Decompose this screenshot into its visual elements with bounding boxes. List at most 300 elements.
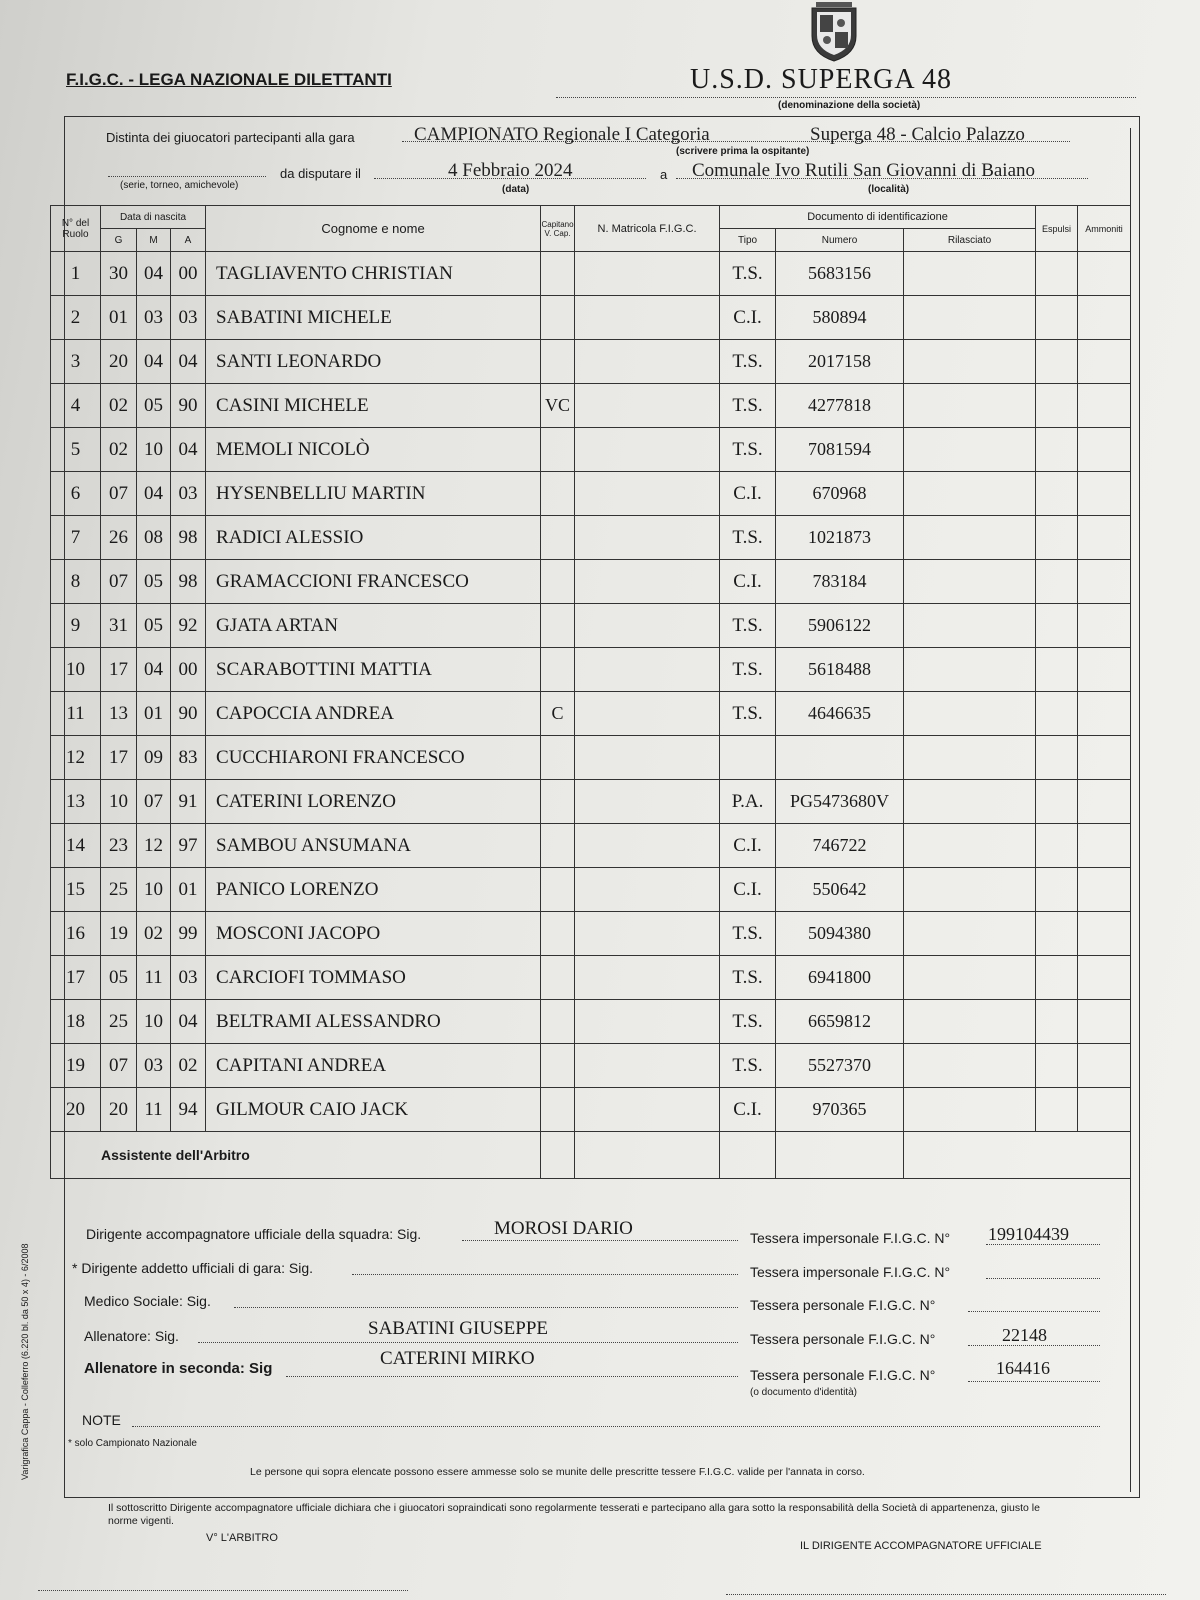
rilasciato-cell	[904, 340, 1036, 384]
captain-mark: VC	[541, 384, 575, 428]
col-matricola: N. Matricola F.I.G.C.	[575, 206, 720, 252]
captain-mark	[541, 648, 575, 692]
rilasciato-cell	[904, 472, 1036, 516]
player-name: HYSENBELLIU MARTIN	[206, 472, 541, 516]
row-number: 4	[51, 384, 101, 428]
ammoniti-cell	[1078, 1000, 1131, 1044]
birth-month: 10	[137, 428, 171, 472]
official-label: IL DIRIGENTE ACCOMPAGNATORE UFFICIALE	[800, 1540, 1042, 1552]
row-number: 13	[51, 780, 101, 824]
col-ammoniti: Ammoniti	[1078, 206, 1131, 252]
allenatore-tessera: 22148	[1002, 1325, 1047, 1345]
doc-type: T.S.	[720, 340, 776, 384]
espulsi-cell	[1036, 912, 1078, 956]
col-birth: Data di nascita	[101, 206, 206, 229]
allenatore-label: Allenatore: Sig.	[84, 1328, 179, 1344]
birth-day: 26	[101, 516, 137, 560]
matricola-cell	[575, 736, 720, 780]
assistant-label: Assistente dell'Arbitro	[51, 1132, 541, 1179]
date-caption: (data)	[502, 184, 530, 195]
col-espulsi: Espulsi	[1036, 206, 1078, 252]
row-number: 5	[51, 428, 101, 472]
doc-type: T.S.	[720, 252, 776, 296]
birth-month: 01	[137, 692, 171, 736]
captain-mark	[541, 516, 575, 560]
birth-month: 05	[137, 560, 171, 604]
row-number: 18	[51, 1000, 101, 1044]
birth-month: 12	[137, 824, 171, 868]
birth-day: 10	[101, 780, 137, 824]
birth-month: 03	[137, 1044, 171, 1088]
rilasciato-cell	[904, 560, 1036, 604]
birth-month: 08	[137, 516, 171, 560]
birth-year: 98	[171, 560, 206, 604]
birth-year: 01	[171, 868, 206, 912]
captain-mark	[541, 912, 575, 956]
table-row	[51, 560, 1131, 604]
ammoniti-cell	[1078, 956, 1131, 1000]
date-label: da disputare il	[280, 166, 361, 181]
matricola-cell	[575, 692, 720, 736]
espulsi-cell	[1036, 560, 1078, 604]
birth-day: 31	[101, 604, 137, 648]
doc-type: T.S.	[720, 1000, 776, 1044]
doc-number	[776, 736, 904, 780]
doc-number: 670968	[776, 472, 904, 516]
birth-day: 25	[101, 1000, 137, 1044]
table-row	[51, 384, 1131, 428]
federation-title: F.I.G.C. - LEGA NAZIONALE DILETTANTI	[66, 70, 392, 89]
ammoniti-cell	[1078, 516, 1131, 560]
birth-year: 03	[171, 472, 206, 516]
doc-type: T.S.	[720, 604, 776, 648]
table-row	[51, 912, 1131, 956]
birth-month: 02	[137, 912, 171, 956]
doc-number: 4646635	[776, 692, 904, 736]
player-name: CARCIOFI TOMMASO	[206, 956, 541, 1000]
dirigente-tessera-label: Tessera impersonale F.I.G.C. N°	[750, 1230, 951, 1246]
allenatore-line	[198, 1342, 738, 1343]
ammoniti-cell	[1078, 824, 1131, 868]
espulsi-cell	[1036, 296, 1078, 340]
rilasciato-cell	[904, 1000, 1036, 1044]
table-row	[51, 780, 1131, 824]
espulsi-cell	[1036, 736, 1078, 780]
captain-mark	[541, 428, 575, 472]
espulsi-cell	[1036, 252, 1078, 296]
birth-month: 05	[137, 604, 171, 648]
row-number: 9	[51, 604, 101, 648]
player-name: SCARABOTTINI MATTIA	[206, 648, 541, 692]
rilasciato-cell	[904, 692, 1036, 736]
birth-year: 92	[171, 604, 206, 648]
birth-day: 30	[101, 252, 137, 296]
table-row	[51, 956, 1131, 1000]
birth-day: 13	[101, 692, 137, 736]
col-ruolo: N° del Ruolo	[51, 206, 101, 252]
birth-day: 25	[101, 868, 137, 912]
row-number: 7	[51, 516, 101, 560]
secondo-name: CATERINI MIRKO	[380, 1348, 535, 1369]
matricola-cell	[575, 384, 720, 428]
espulsi-cell	[1036, 340, 1078, 384]
espulsi-cell	[1036, 1000, 1078, 1044]
table-row	[51, 868, 1131, 912]
rilasciato-cell	[904, 868, 1036, 912]
matricola-cell	[575, 1000, 720, 1044]
birth-year: 94	[171, 1088, 206, 1132]
doc-number: 5527370	[776, 1044, 904, 1088]
doc-number: 783184	[776, 560, 904, 604]
rilasciato-cell	[904, 912, 1036, 956]
ammoniti-cell	[1078, 472, 1131, 516]
venue-value: Comunale Ivo Rutili San Giovanni di Baiano	[692, 160, 1036, 181]
row-number: 12	[51, 736, 101, 780]
secondo-tessera: 164416	[996, 1358, 1050, 1378]
espulsi-cell	[1036, 1088, 1078, 1132]
birth-year: 03	[171, 956, 206, 1000]
espulsi-cell	[1036, 780, 1078, 824]
doc-number: 580894	[776, 296, 904, 340]
birth-day: 20	[101, 1088, 137, 1132]
player-name: MOSCONI JACOPO	[206, 912, 541, 956]
birth-month: 10	[137, 868, 171, 912]
doc-number: 746722	[776, 824, 904, 868]
club-name: U.S.D. SUPERGA 48	[690, 64, 953, 95]
doc-type: C.I.	[720, 560, 776, 604]
competition-value: CAMPIONATO Regionale I Categoria	[414, 124, 710, 145]
captain-mark	[541, 252, 575, 296]
col-m: M	[137, 229, 171, 252]
player-name: PANICO LORENZO	[206, 868, 541, 912]
captain-mark	[541, 956, 575, 1000]
birth-day: 07	[101, 472, 137, 516]
espulsi-cell	[1036, 956, 1078, 1000]
col-numero: Numero	[776, 229, 904, 252]
referee-label: V° L'ARBITRO	[206, 1532, 278, 1544]
doc-type: C.I.	[720, 296, 776, 340]
ammoniti-cell	[1078, 736, 1131, 780]
player-name: GRAMACCIONI FRANCESCO	[206, 560, 541, 604]
assistant-row	[51, 1132, 1131, 1179]
doc-number: 550642	[776, 868, 904, 912]
table-row	[51, 1000, 1131, 1044]
matricola-cell	[575, 868, 720, 912]
dirigente-tessera: 199104439	[988, 1224, 1069, 1244]
doc-type: T.S.	[720, 1044, 776, 1088]
row-number: 14	[51, 824, 101, 868]
doc-number: 6659812	[776, 1000, 904, 1044]
club-caption: (denominazione della società)	[778, 100, 921, 111]
ammoniti-cell	[1078, 868, 1131, 912]
captain-mark	[541, 824, 575, 868]
row-number: 19	[51, 1044, 101, 1088]
matricola-cell	[575, 912, 720, 956]
birth-day: 07	[101, 560, 137, 604]
assistant-numero-cell	[776, 1132, 904, 1179]
player-name: SABATINI MICHELE	[206, 296, 541, 340]
table-row	[51, 472, 1131, 516]
matricola-cell	[575, 252, 720, 296]
secondo-line	[286, 1376, 738, 1377]
doc-number: PG5473680V	[776, 780, 904, 824]
table-row	[51, 252, 1131, 296]
player-name: BELTRAMI ALESSANDRO	[206, 1000, 541, 1044]
matricola-cell	[575, 428, 720, 472]
captain-mark	[541, 296, 575, 340]
dirigente-name: MOROSI DARIO	[494, 1218, 633, 1239]
captain-mark	[541, 780, 575, 824]
birth-year: 00	[171, 648, 206, 692]
player-name: CASINI MICHELE	[206, 384, 541, 428]
doc-type: C.I.	[720, 824, 776, 868]
doc-type: T.S.	[720, 912, 776, 956]
birth-day: 17	[101, 648, 137, 692]
venue-caption: (località)	[868, 184, 910, 195]
referee-signature-line	[38, 1590, 408, 1591]
secondo-tessera-label: Tessera personale F.I.G.C. N°	[750, 1367, 936, 1383]
matricola-cell	[575, 956, 720, 1000]
rilasciato-cell	[904, 736, 1036, 780]
birth-day: 20	[101, 340, 137, 384]
note-label: NOTE	[82, 1412, 121, 1428]
col-captain: Capitano V. Cap.	[541, 206, 575, 252]
birth-year: 03	[171, 296, 206, 340]
note-line	[132, 1426, 1100, 1427]
allenatore-tessera-label: Tessera personale F.I.G.C. N°	[750, 1331, 936, 1347]
row-number: 15	[51, 868, 101, 912]
printer-credit: Varigrafica Cappa - Colleferro (6.220 bl. da 50 x 4) - 6/2008	[20, 1243, 30, 1480]
rilasciato-cell	[904, 516, 1036, 560]
assistant-cap-cell	[541, 1132, 575, 1179]
birth-day: 02	[101, 384, 137, 428]
matricola-cell	[575, 516, 720, 560]
intro-label: Distinta dei giuocatori partecipanti alla gara	[106, 130, 355, 145]
at-label: a	[660, 167, 668, 182]
footnote: * solo Campionato Nazionale	[68, 1438, 197, 1449]
rilasciato-cell	[904, 780, 1036, 824]
espulsi-cell	[1036, 472, 1078, 516]
birth-month: 03	[137, 296, 171, 340]
medico-line	[234, 1307, 738, 1308]
table-row	[51, 824, 1131, 868]
doc-type: T.S.	[720, 956, 776, 1000]
club-line	[556, 97, 1136, 98]
captain-mark	[541, 1044, 575, 1088]
birth-year: 91	[171, 780, 206, 824]
birth-month: 11	[137, 956, 171, 1000]
captain-mark: C	[541, 692, 575, 736]
espulsi-cell	[1036, 692, 1078, 736]
doc-number: 1021873	[776, 516, 904, 560]
fixture-value: Superga 48 - Calcio Palazzo	[810, 124, 1025, 145]
row-number: 1	[51, 252, 101, 296]
birth-month: 04	[137, 340, 171, 384]
rilasciato-cell	[904, 384, 1036, 428]
birth-year: 02	[171, 1044, 206, 1088]
row-number: 16	[51, 912, 101, 956]
table-row	[51, 296, 1131, 340]
birth-month: 07	[137, 780, 171, 824]
birth-month: 09	[137, 736, 171, 780]
captain-mark	[541, 1088, 575, 1132]
rilasciato-cell	[904, 252, 1036, 296]
table-row	[51, 692, 1131, 736]
rilasciato-cell	[904, 956, 1036, 1000]
doc-type	[720, 736, 776, 780]
birth-year: 83	[171, 736, 206, 780]
birth-month: 04	[137, 472, 171, 516]
date-value: 4 Febbraio 2024	[448, 160, 573, 181]
captain-mark	[541, 560, 575, 604]
rilasciato-cell	[904, 824, 1036, 868]
matricola-cell	[575, 1044, 720, 1088]
doc-type: C.I.	[720, 868, 776, 912]
ammoniti-cell	[1078, 780, 1131, 824]
doc-number: 5618488	[776, 648, 904, 692]
row-number: 20	[51, 1088, 101, 1132]
espulsi-cell	[1036, 516, 1078, 560]
captain-mark	[541, 736, 575, 780]
medico-tessera-line	[968, 1311, 1100, 1312]
ammoniti-cell	[1078, 384, 1131, 428]
row-number: 3	[51, 340, 101, 384]
table-row	[51, 516, 1131, 560]
players-table	[50, 205, 1131, 1179]
player-name: GILMOUR CAIO JACK	[206, 1088, 541, 1132]
birth-day: 02	[101, 428, 137, 472]
rilasciato-cell	[904, 1044, 1036, 1088]
birth-month: 04	[137, 648, 171, 692]
rilasciato-cell	[904, 428, 1036, 472]
matricola-cell	[575, 824, 720, 868]
row-number: 11	[51, 692, 101, 736]
matricola-cell	[575, 604, 720, 648]
matricola-cell	[575, 296, 720, 340]
ammoniti-cell	[1078, 648, 1131, 692]
table-row	[51, 1088, 1131, 1132]
table-row	[51, 604, 1131, 648]
doc-type: T.S.	[720, 648, 776, 692]
player-name: CUCCHIARONI FRANCESCO	[206, 736, 541, 780]
ammoniti-cell	[1078, 1044, 1131, 1088]
birth-year: 90	[171, 384, 206, 428]
ammoniti-cell	[1078, 1088, 1131, 1132]
doc-type: C.I.	[720, 1088, 776, 1132]
birth-month: 10	[137, 1000, 171, 1044]
admission-note: Le persone qui sopra elencate possono essere ammesse solo se munite delle prescritte tessere F.I.G.C. valide per l'annata in corso.	[250, 1466, 865, 1478]
player-name: RADICI ALESSIO	[206, 516, 541, 560]
rilasciato-cell	[904, 648, 1036, 692]
doc-type: T.S.	[720, 384, 776, 428]
player-name: GJATA ARTAN	[206, 604, 541, 648]
rilasciato-cell	[904, 1088, 1036, 1132]
ammoniti-cell	[1078, 692, 1131, 736]
rilasciato-cell	[904, 604, 1036, 648]
addetto-label: * Dirigente addetto ufficiali di gara: Sig.	[72, 1260, 313, 1276]
doc-type: C.I.	[720, 472, 776, 516]
doc-number: 5094380	[776, 912, 904, 956]
series-line	[108, 176, 266, 177]
ammoniti-cell	[1078, 604, 1131, 648]
birth-day: 23	[101, 824, 137, 868]
player-name: SAMBOU ANSUMANA	[206, 824, 541, 868]
row-number: 10	[51, 648, 101, 692]
fixture-caption: (scrivere prima la ospitante)	[676, 146, 810, 157]
rilasciato-cell	[904, 296, 1036, 340]
table-row	[51, 1044, 1131, 1088]
assistant-matricola-cell	[575, 1132, 720, 1179]
allenatore-name: SABATINI GIUSEPPE	[368, 1318, 548, 1339]
assistant-rest-cell	[904, 1132, 1131, 1179]
birth-day: 07	[101, 1044, 137, 1088]
col-document: Documento di identificazione	[720, 206, 1036, 229]
birth-day: 05	[101, 956, 137, 1000]
captain-mark	[541, 472, 575, 516]
birth-month: 11	[137, 1088, 171, 1132]
espulsi-cell	[1036, 648, 1078, 692]
birth-year: 04	[171, 340, 206, 384]
ammoniti-cell	[1078, 340, 1131, 384]
col-tipo: Tipo	[720, 229, 776, 252]
doc-number: 7081594	[776, 428, 904, 472]
player-name: TAGLIAVENTO CHRISTIAN	[206, 252, 541, 296]
medico-label: Medico Sociale: Sig.	[84, 1293, 211, 1309]
captain-mark	[541, 1000, 575, 1044]
addetto-tessera-label: Tessera impersonale F.I.G.C. N°	[750, 1264, 951, 1280]
captain-mark	[541, 340, 575, 384]
ammoniti-cell	[1078, 912, 1131, 956]
birth-year: 99	[171, 912, 206, 956]
official-signature-line	[726, 1594, 1166, 1595]
addetto-tessera-line	[986, 1278, 1100, 1279]
birth-month: 05	[137, 384, 171, 428]
table-row	[51, 428, 1131, 472]
addetto-line	[352, 1274, 738, 1275]
birth-year: 98	[171, 516, 206, 560]
birth-day: 19	[101, 912, 137, 956]
row-number: 2	[51, 296, 101, 340]
birth-year: 04	[171, 1000, 206, 1044]
secondo-label: Allenatore in seconda: Sig	[84, 1360, 273, 1377]
doc-number: 5906122	[776, 604, 904, 648]
row-number: 6	[51, 472, 101, 516]
birth-month: 04	[137, 252, 171, 296]
matricola-cell	[575, 560, 720, 604]
doc-caption: (o documento d'identità)	[750, 1387, 857, 1398]
matricola-cell	[575, 472, 720, 516]
ammoniti-cell	[1078, 560, 1131, 604]
secondo-tessera-line	[968, 1381, 1100, 1382]
birth-year: 04	[171, 428, 206, 472]
birth-year: 90	[171, 692, 206, 736]
doc-type: P.A.	[720, 780, 776, 824]
table-row	[51, 736, 1131, 780]
col-rilasciato: Rilasciato	[904, 229, 1036, 252]
medico-tessera-label: Tessera personale F.I.G.C. N°	[750, 1297, 936, 1313]
col-name: Cognome e nome	[206, 206, 541, 252]
birth-day: 17	[101, 736, 137, 780]
birth-day: 01	[101, 296, 137, 340]
club-crest-icon	[808, 2, 860, 62]
dirigente-line	[462, 1240, 738, 1241]
doc-number: 970365	[776, 1088, 904, 1132]
ammoniti-cell	[1078, 252, 1131, 296]
col-a: A	[171, 229, 206, 252]
espulsi-cell	[1036, 384, 1078, 428]
espulsi-cell	[1036, 428, 1078, 472]
birth-year: 97	[171, 824, 206, 868]
